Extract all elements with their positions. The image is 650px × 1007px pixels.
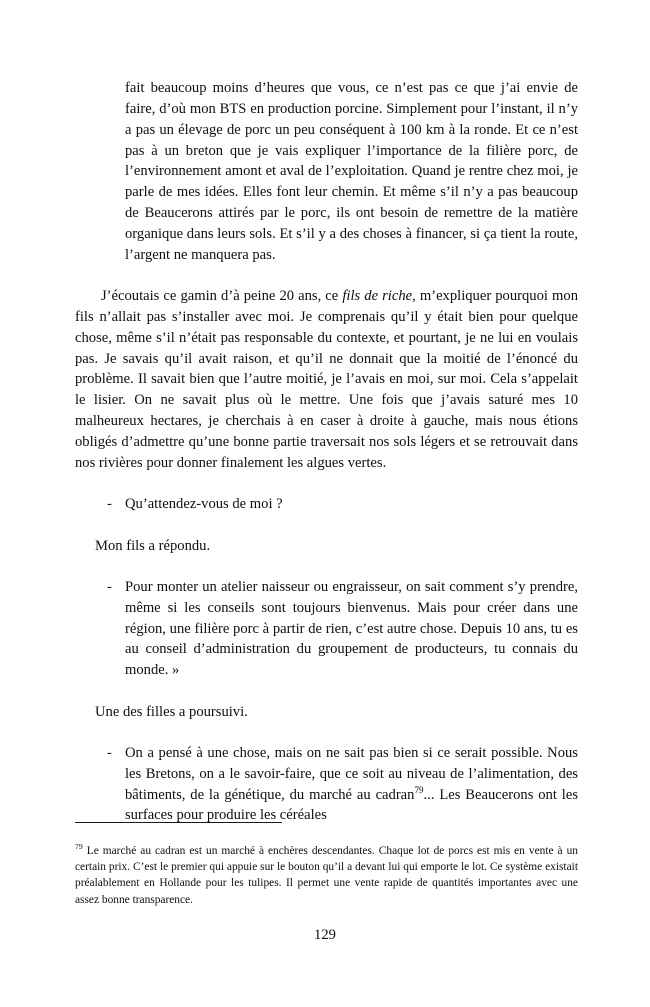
page-body-text — [75, 78, 578, 826]
emphasis-fils-de-riche: fils de riche — [342, 288, 413, 305]
footnote-number-79: 79 — [75, 842, 83, 852]
dialogue-line-2 — [107, 577, 578, 681]
attribution-line-2: Une des filles a poursuivi. — [95, 703, 248, 720]
dialogue-dash-icon: - — [107, 578, 112, 595]
dialogue-text-3 — [125, 743, 578, 826]
dialogue-text-3-part2: ... Les Beaucerons ont les surfaces pour produire les céréales — [125, 786, 579, 824]
dialogue-text-3-part1: On a pensé à une chose, mais on ne sait pas bien si ce serait possible. Nous les Bretons, on a le savoir-faire, que ce soit au niveau de l’alimentation, des bâtiments, de la génétique, du marché au cadran — [125, 744, 578, 803]
dialogue-text-1: Qu’attendez-vous de moi ? — [125, 496, 283, 513]
dialogue-text-2: Pour monter un atelier naisseur ou engraisseur, on sait comment s’y prendre, même si les conseils sont toujours bienvenus. Mais pour créer dans une région, une filière porc à partir de rien, c’est autre chose. Depuis 10 ans, tu es au conseil d’administration du groupement de producteurs, tu connais du monde. » — [125, 578, 578, 679]
page-number: 129 — [314, 927, 336, 943]
dialogue-line-1 — [107, 494, 578, 515]
block-quote-paragraph: fait beaucoup moins d’heures que vous, ce n’est pas ce que j’ai envie de faire, d’où mon BTS en production porcine. Simplement pour l’instant, il n’y a pas un élevage de porc un peu conséquent à 100 km à la ronde. Et ce n’est pas à un breton que je vais expliquer l’importance de la filière porc, de l’environnement amont et aval de l’exploitation. Quand je rentre chez moi, je parle de mes idées. Elles font leur chemin. Et même s’il n’y a pas beaucoup de Beaucerons attirés par le porc, ils ont besoin de remettre de la matière organique dans leurs sols. Et s’il y a des choses à financer, si ça tient la route, l’argent ne manquera pas. — [125, 80, 578, 263]
narrative-paragraph — [75, 286, 578, 474]
attribution-line-1: Mon fils a répondu. — [95, 537, 211, 554]
dialogue-dash-icon: - — [107, 744, 112, 761]
footnote-item-79 — [75, 843, 578, 908]
dialogue-dash-icon: - — [107, 496, 112, 513]
dialogue-line-3 — [107, 743, 579, 826]
footnote-separator-rule — [75, 822, 282, 823]
footnote-reference-79[interactable]: 79 — [414, 784, 424, 795]
footnote-area — [75, 843, 578, 908]
footnote-text-79: Le marché au cadran est un marché à enchères descendantes. Chaque lot de porcs est mis en vente à un certain prix. C’est le premier qui appuie sur le bouton qu’il a devant lui qui emporte le lot. Ce système existait préalablement en Hollande pour les tulipes. Il permet une vente rapide de quantités importantes avec une assez bonne transparence. — [75, 845, 578, 906]
narrative-text-part2: , m’expliquer pourquoi mon fils n’allait pas s’installer avec moi. Je comprenais qu’il y était bien pour quelque chose, même s’il n’était pas responsable du contexte, et pourtant, je ne lui en voulais pas. Je savais qu’il avait raison, et qu’il ne donnait que la moitié de l’énoncé du problème. Il savait bien que l’autre moitié, je l’avais en moi, sur moi. Cela s’appelait le lisier. On ne savait plus où le mettre. Une fois que j’avais saturé mes 10 malheureux hectares, je cherchais à en caser à droite à gauche, mais nous étions obligés d’admettre qu’une bonne partie traversait nos sols légers et se retrouvait dans nos rivières pour donner finalement les algues vertes. — [75, 288, 578, 471]
narrative-text-part1: J’écoutais ce gamin d’à peine 20 ans, ce — [101, 288, 343, 305]
